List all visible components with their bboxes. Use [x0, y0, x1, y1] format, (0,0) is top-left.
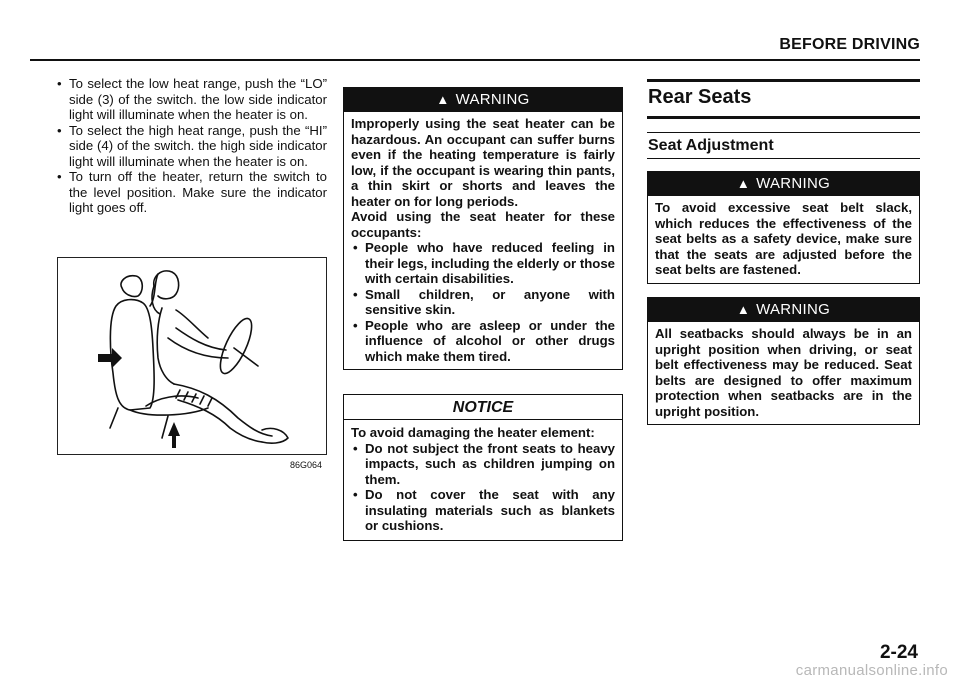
warning-list-item: • Small children, or anyone with sensitive skin. — [351, 287, 615, 318]
warning-header — [648, 298, 919, 322]
warning-header-label: WARNING — [455, 91, 530, 108]
notice-header: NOTICE — [344, 397, 622, 420]
notice-list — [351, 441, 615, 534]
warning-body: To avoid excessive seat belt slack, which reduces the effectiveness of the seat belts as a safety device, make sure that the seats are adjusted before the seat belts are fastened. — [655, 200, 912, 277]
subsection-title: Seat Adjustment — [648, 137, 774, 154]
notice-body — [344, 420, 622, 540]
warning-header — [344, 88, 622, 112]
warning-list-item: • People who have reduced feeling in their legs, including the elderly or those with certain disabilities. — [351, 240, 615, 287]
figure-caption: 86G064 — [290, 460, 323, 470]
notice-box — [343, 394, 623, 541]
section-header-title: BEFORE DRIVING — [779, 36, 920, 53]
seatback-warning-box — [647, 297, 920, 425]
warning-list-item: • People who are asleep or under the influence of alcohol or other drugs which make them tired. — [351, 318, 615, 365]
section-rule — [647, 116, 920, 119]
instruction-list — [55, 76, 327, 216]
watermark: carmanualsonline.info — [795, 662, 948, 679]
warning-body: All seatbacks should always be in an upright position when driving, or seat belt effectiveness may be reduced. Seat belts are designed to offer maximum protection when seatbacks are in the upright position. — [655, 326, 912, 419]
section-title: Rear Seats — [648, 86, 752, 108]
instruction-item: • To select the high heat range, push the “HI” side (4) of the switch. the high side indicator light will illuminate when the heater is on. — [55, 123, 327, 170]
warning-header-label: WARNING — [756, 301, 831, 318]
warning-triangle-icon: ▲ — [736, 176, 751, 191]
warning-paragraph: Avoid using the seat heater for these occupants: — [351, 209, 615, 240]
warning-header-label: WARNING — [756, 175, 831, 192]
warning-list — [351, 240, 615, 364]
instruction-item: • To turn off the heater, return the switch to the level position. Make sure the indicator light goes off. — [55, 169, 327, 216]
seat-heater-illustration — [57, 257, 327, 455]
warning-triangle-icon: ▲ — [436, 92, 450, 107]
notice-list-item: • Do not cover the seat with any insulating materials such as blankets or cushions. — [351, 487, 615, 534]
subsection-rule — [647, 132, 920, 133]
warning-body — [344, 112, 622, 369]
notice-list-item: • Do not subject the front seats to heavy impacts, such as children jumping on them. — [351, 441, 615, 488]
page-number: 2-24 — [879, 642, 918, 663]
subsection-rule — [647, 158, 920, 159]
header-rule — [30, 59, 920, 61]
instruction-item: • To select the low heat range, push the “LO” side (3) of the switch. the low side indicator light will illuminate when the heater is on. — [55, 76, 327, 123]
left-column — [55, 76, 327, 216]
driver-seat-drawing — [58, 258, 326, 454]
section-rule — [647, 79, 920, 82]
warning-header — [648, 172, 919, 196]
seat-heater-warning-box — [343, 87, 623, 370]
notice-intro: To avoid damaging the heater element: — [351, 425, 595, 440]
seat-belt-warning-box — [647, 171, 920, 284]
warning-triangle-icon: ▲ — [736, 302, 751, 317]
warning-paragraph: Improperly using the seat heater can be hazardous. An occupant can suffer burns even if the heating temperature is fairly low, if the occupant is wearing thin pants, a thin skirt or shorts and leaves the heater on for long periods. — [351, 116, 615, 209]
